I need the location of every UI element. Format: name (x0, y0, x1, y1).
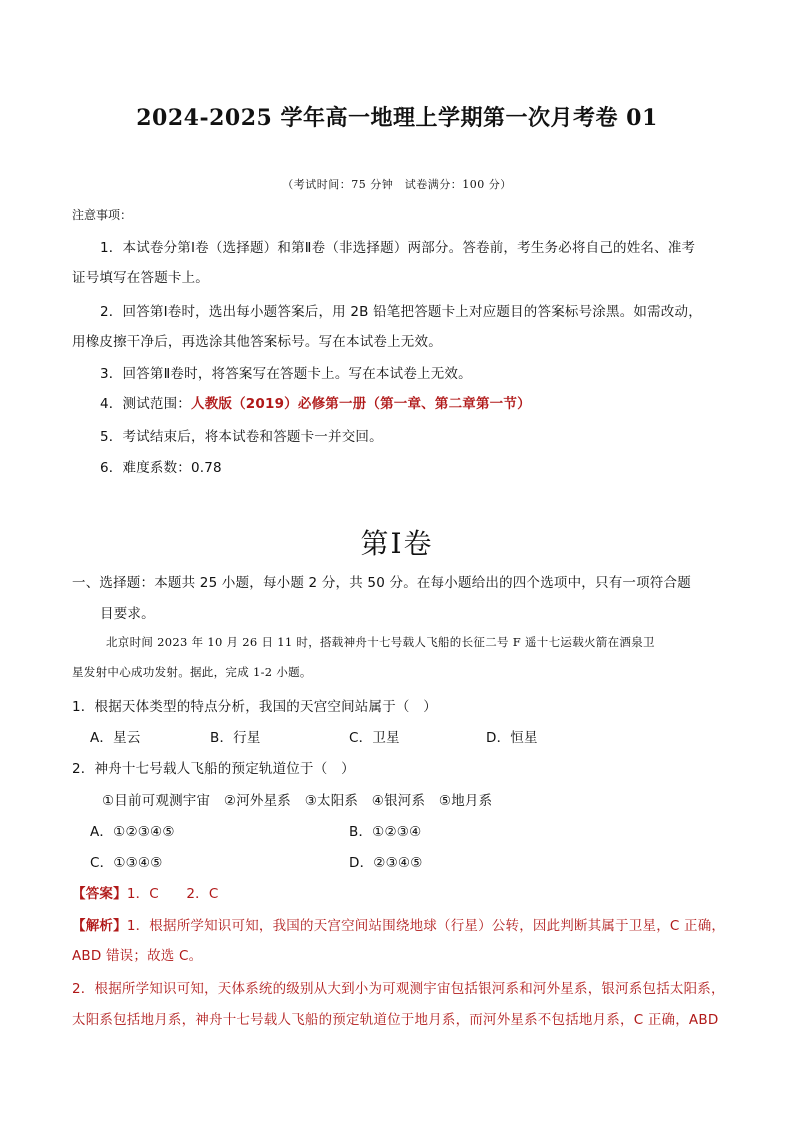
notice-item-1-cont: 证号填写在答题卡上。 (72, 270, 209, 286)
section-intro-cont: 目要求。 (100, 606, 155, 622)
q1-option-a: A．星云 (90, 730, 141, 746)
analysis-2: 2．根据所学知识可知，天体系统的级别从大到小为可观测宇宙包括银河系和河外星系，银河系包括太阳系， (72, 981, 725, 997)
analysis-1-cont: ABD 错误；故选 C。 (72, 948, 203, 964)
notice-item-2: 2．回答第Ⅰ卷时，选出每小题答案后，用 2B 铅笔把答题卡上对应题目的答案标号涂黑。如需改动， (100, 304, 702, 320)
q2-option-b: B．①②③④ (349, 824, 422, 840)
q1-option-c: C．卫星 (349, 730, 400, 746)
test-scope: 人教版（2019）必修第一册（第一章、第二章第一节） (191, 396, 531, 412)
q2-option-d: D．②③④⑤ (349, 855, 423, 871)
page-title: 2024-2025 学年高一地理上学期第一次月考卷 01 (136, 105, 658, 131)
answer-text: 1．C 2．C (126, 886, 219, 902)
notice-item-4 (100, 392, 531, 412)
question-1-stem: 1．根据天体类型的特点分析，我国的天宫空间站属于（ ） (72, 699, 437, 715)
q2-option-a: A．①②③④⑤ (90, 824, 175, 840)
answer-line (72, 882, 218, 902)
section-intro: 一、选择题：本题共 25 小题，每小题 2 分，共 50 分。在每小题给出的四个选项中，只有一项符合题 (72, 575, 691, 591)
notice-item-1: 1．本试卷分第Ⅰ卷（选择题）和第Ⅱ卷（非选择题）两部分。答卷前，考生务必将自己的姓名、准考 (100, 240, 696, 256)
notice-item-6: 6．难度系数：0.78 (100, 460, 222, 476)
section-title: 第Ⅰ卷 (360, 527, 434, 560)
notice-item-5: 5．考试结束后，将本试卷和答题卡一并交回。 (100, 429, 383, 445)
notice-heading: 注意事项： (72, 208, 133, 222)
notice-item-3: 3．回答第Ⅱ卷时，将答案写在答题卡上。写在本试卷上无效。 (100, 366, 472, 382)
analysis-1-text: 1．根据所学知识可知，我国的天宫空间站围绕地球（行星）公转，因此判断其属于卫星，C 正确， (126, 918, 726, 934)
notice-item-4-prefix: 4．测试范围： (100, 396, 191, 412)
analysis-tag: 【解析】 (72, 918, 127, 934)
passage: 北京时间 2023 年 10 月 26 日 11 时，搭载神舟十七号载人飞船的长征二号 F 遥十七运载火箭在酒泉卫 (106, 635, 655, 649)
q1-option-d: D．恒星 (486, 730, 538, 746)
q2-option-c: C．①③④⑤ (90, 855, 163, 871)
analysis-1 (72, 914, 725, 934)
analysis-2-cont: 太阳系包括地月系，神舟十七号载人飞船的预定轨道位于地月系，而河外星系不包括地月系，C 正确，ABD (72, 1012, 719, 1028)
question-2-stem: 2．神舟十七号载人飞船的预定轨道位于（ ） (72, 761, 355, 777)
exam-info: （考试时间：75 分钟 试卷满分：100 分） (282, 178, 512, 191)
answer-tag: 【答案】 (72, 886, 127, 902)
q1-option-b: B．行星 (210, 730, 261, 746)
passage-cont: 星发射中心成功发射。据此，完成 1-2 小题。 (72, 665, 312, 679)
q2-statements: ①目前可观测宇宙 ②河外星系 ③太阳系 ④银河系 ⑤地月系 (102, 793, 493, 809)
notice-item-2-cont: 用橡皮擦干净后，再选涂其他答案标号。写在本试卷上无效。 (72, 334, 442, 350)
